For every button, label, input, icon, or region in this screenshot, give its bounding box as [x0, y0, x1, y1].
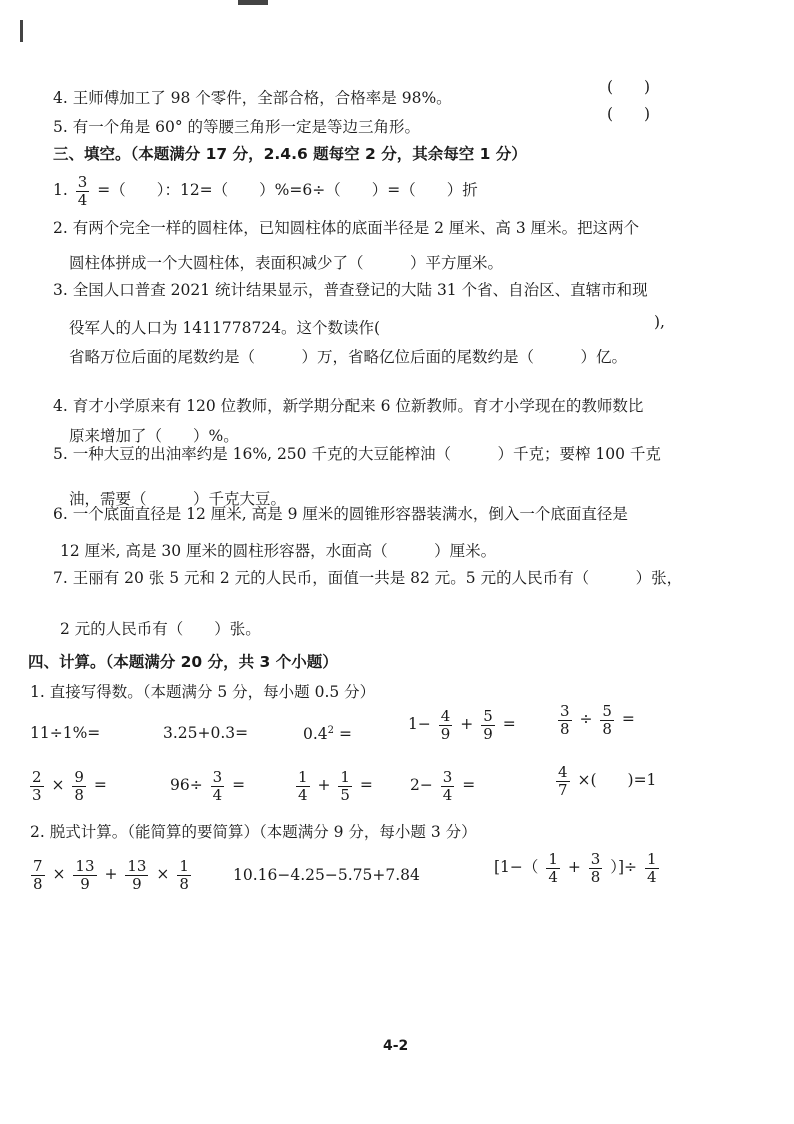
judge-q4-answer[interactable]: ( ) [607, 78, 651, 96]
fraction: $\frac{1}{4}$ [298, 767, 308, 804]
scan-top-mark [238, 0, 268, 5]
calc-r2-c: $\frac{1}{4}$ + $\frac{1}{5}$ = [298, 767, 373, 804]
calc-r1-a: 11÷1%= [30, 724, 101, 742]
calc-r3-b: 10.16−4.25−5.75+7.84 [233, 866, 420, 884]
calc-sub1-title: 1. 直接写得数。（本题满分 5 分，每小题 0.5 分） [30, 683, 376, 701]
fraction: $\frac{1}{4}$ [548, 849, 558, 886]
fill-q1-blanks[interactable]: =（ ）：12=（ ）%=6÷（ ）=（ ）折 [97, 181, 478, 199]
fraction: $\frac{3}{4}$ [77, 172, 88, 209]
fill-q4-line2[interactable]: 原来增加了（ ）%。 [69, 427, 239, 445]
fill-q3-line2[interactable]: 役军人的人口为 1411778724。这个数读作( [69, 319, 381, 337]
fraction: $\frac{5}{8}$ [602, 701, 612, 738]
section3-title: 三、填空。（本题满分 17 分，2.4.6 题每空 2 分，其余每空 1 分） [53, 145, 527, 163]
fill-q3-line1: 3. 全国人口普查 2021 统计结果显示，普查登记的大陆 31 个省、自治区、直辖市和现 [53, 281, 648, 299]
calc-r1-d: 1− $\frac{4}{9}$ + $\frac{5}{9}$ = [408, 706, 516, 743]
fill-q6-line2[interactable]: 12 厘米, 高是 30 厘米的圆柱形容器，水面高（ ）厘米。 [60, 542, 497, 560]
calc-r1-c: $0.4^2$ = [303, 725, 352, 744]
calc-r3-c: [1−（ $\frac{1}{4}$ + $\frac{3}{8}$ ）]÷ $\frac{1}{4}$ [494, 849, 657, 886]
fraction: $\frac{1}{4}$ [646, 849, 657, 886]
fraction: $\frac{5}{9}$ [483, 706, 493, 743]
calc-sub2-title: 2. 脱式计算。（能简算的要简算）（本题满分 9 分，每小题 3 分） [30, 823, 477, 841]
fraction: $\frac{3}{4}$ [442, 767, 453, 804]
fraction: $\frac{13}{9}$ [127, 856, 147, 893]
judge-q5: 5. 有一个角是 60° 的等腰三角形一定是等边三角形。 [53, 118, 421, 136]
calc-r1-b: 3.25+0.3= [163, 724, 249, 742]
fill-q3-line2-close: ), [654, 313, 665, 331]
fill-q1 [53, 172, 478, 209]
judge-q4: 4. 王师傅加工了 98 个零件，全部合格，合格率是 98%。 [53, 89, 452, 107]
fraction: $\frac{1}{5}$ [340, 767, 350, 804]
calc-r3-a: $\frac{7}{8}$ × $\frac{13}{9}$ + $\frac{13}{9}$ × $\frac{1}{8}$ [33, 856, 189, 893]
fill-q7-line2[interactable]: 2 元的人民币有（ ）张。 [60, 620, 261, 638]
fill-q5-line1[interactable]: 5. 一种大豆的出油率约是 16%, 250 千克的大豆能榨油（ ）千克；要榨 100 千克 [53, 445, 661, 463]
fraction: $\frac{9}{8}$ [74, 767, 84, 804]
calc-r2-b: 96÷ $\frac{3}{4}$ = [170, 767, 246, 804]
fraction: $\frac{3}{8}$ [560, 701, 570, 738]
judge-q5-answer[interactable]: ( ) [607, 105, 651, 123]
scan-edge-mark [20, 20, 23, 42]
fraction: $\frac{4}{7}$ [558, 762, 568, 799]
fraction: $\frac{3}{8}$ [590, 849, 601, 886]
calc-r1-e: $\frac{3}{8}$ ÷ $\frac{5}{8}$ = [560, 701, 635, 738]
calc-r2-a: $\frac{2}{3}$ × $\frac{9}{8}$ = [32, 767, 107, 804]
fraction: $\frac{7}{8}$ [33, 856, 43, 893]
section4-title: 四、计算。（本题满分 20 分，共 3 个小题） [28, 653, 338, 671]
fraction: $\frac{2}{3}$ [32, 767, 42, 804]
fill-q2-line2[interactable]: 圆柱体拼成一个大圆柱体，表面积减少了（ ）平方厘米。 [69, 254, 504, 272]
fill-q7-line1[interactable]: 7. 王丽有 20 张 5 元和 2 元的人民币，面值一共是 82 元。5 元的人民币有（ ）张， [53, 569, 683, 587]
fraction: $\frac{3}{4}$ [212, 767, 223, 804]
fill-q4-line1: 4. 育才小学原来有 120 位教师，新学期分配来 6 位新教师。育才小学现在的教师数比 [53, 397, 644, 415]
fraction: $\frac{13}{9}$ [75, 856, 95, 893]
calc-r2-d: 2− $\frac{3}{4}$ = [410, 767, 476, 804]
fill-q5-line2[interactable]: 油，需要（ ）千克大豆。 [69, 490, 287, 508]
fill-q2-line1: 2. 有两个完全一样的圆柱体，已知圆柱体的底面半径是 2 厘米、高 3 厘米。把这两个 [53, 219, 640, 237]
fill-q1-num: 1. [53, 181, 68, 199]
calc-r2-e[interactable]: $\frac{4}{7}$ ×( )=1 [558, 762, 657, 799]
fraction: $\frac{4}{9}$ [440, 706, 451, 743]
fraction: $\frac{1}{8}$ [179, 856, 189, 893]
fill-q3-line3[interactable]: 省略万位后面的尾数约是（ ）万，省略亿位后面的尾数约是（ ）亿。 [69, 348, 628, 366]
fill-q6-line1: 6. 一个底面直径是 12 厘米, 高是 9 厘米的圆锥形容器装满水，倒入一个底面直径是 [53, 505, 628, 523]
exponent: 2 [327, 725, 335, 736]
page-number: 4-2 [383, 1038, 409, 1054]
